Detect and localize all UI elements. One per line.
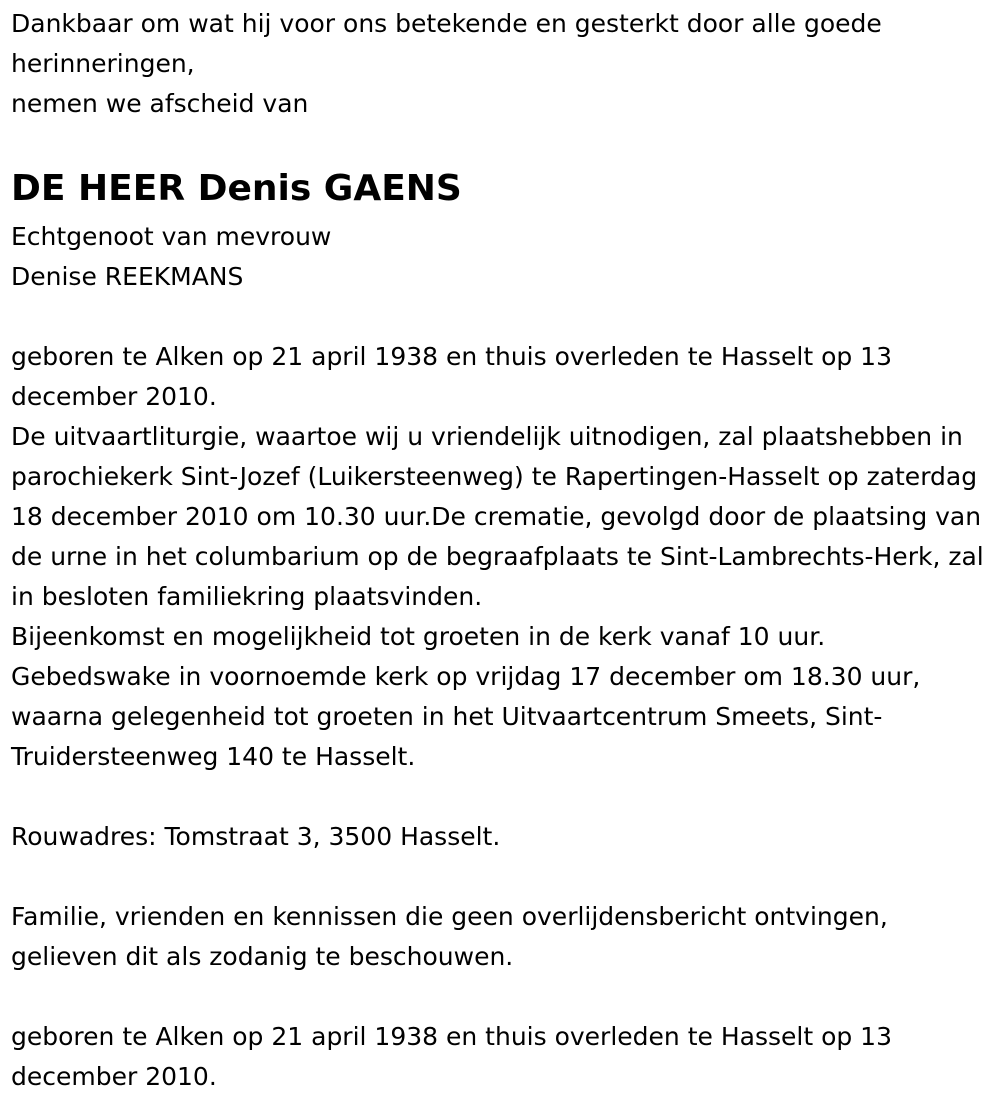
deceased-name: DE HEER Denis GAENS [11,168,462,209]
intro-farewell: nemen we afscheid van [11,89,309,118]
birth-death-repeat-text: geboren te Alken op 21 april 1938 en thuis overleden te Hasselt op 13 december 2010. [11,1022,892,1091]
mourning-address: Rouwadres: Tomstraat 3, 3500 Hasselt. [11,822,501,851]
intro-text: Dankbaar om wat hij voor ons betekende en gesterkt door alle goede herinneringen, [11,9,882,78]
notice-text: Familie, vrienden en kennissen die geen overlijdensbericht ontvingen, gelieven dit als zodanig te beschouwen. [11,902,888,971]
ceremony-text: De uitvaartliturgie, waartoe wij u vriendelijk uitnodigen, zal plaatshebben in parochiekerk Sint-Jozef (Luikersteenweg) te Rapertingen-Hasselt op zaterdag 18 december 2010 om 10.30 uur.De crematie, gevolgd door de plaatsing van de urne in het columbarium op de begraafplaats te Sint-Lambrechts-Herk, zal in besloten familiekring plaatsvinden. [11,422,984,611]
birth-death-text: geboren te Alken op 21 april 1938 en thuis overleden te Hasselt op 13 december 2010. [11,342,892,411]
vigil-text: Gebedswake in voornoemde kerk op vrijdag 17 december om 18.30 uur, waarna gelegenheid tot groeten in het Uitvaartcentrum Smeets, Sint-Truidersteenweg 140 te Hasselt. [11,662,921,771]
spouse-line: Echtgenoot van mevrouw [11,222,332,251]
spouse-name: Denise REEKMANS [11,262,244,291]
meeting-text: Bijeenkomst en mogelijkheid tot groeten in de kerk vanaf 10 uur. [11,622,826,651]
